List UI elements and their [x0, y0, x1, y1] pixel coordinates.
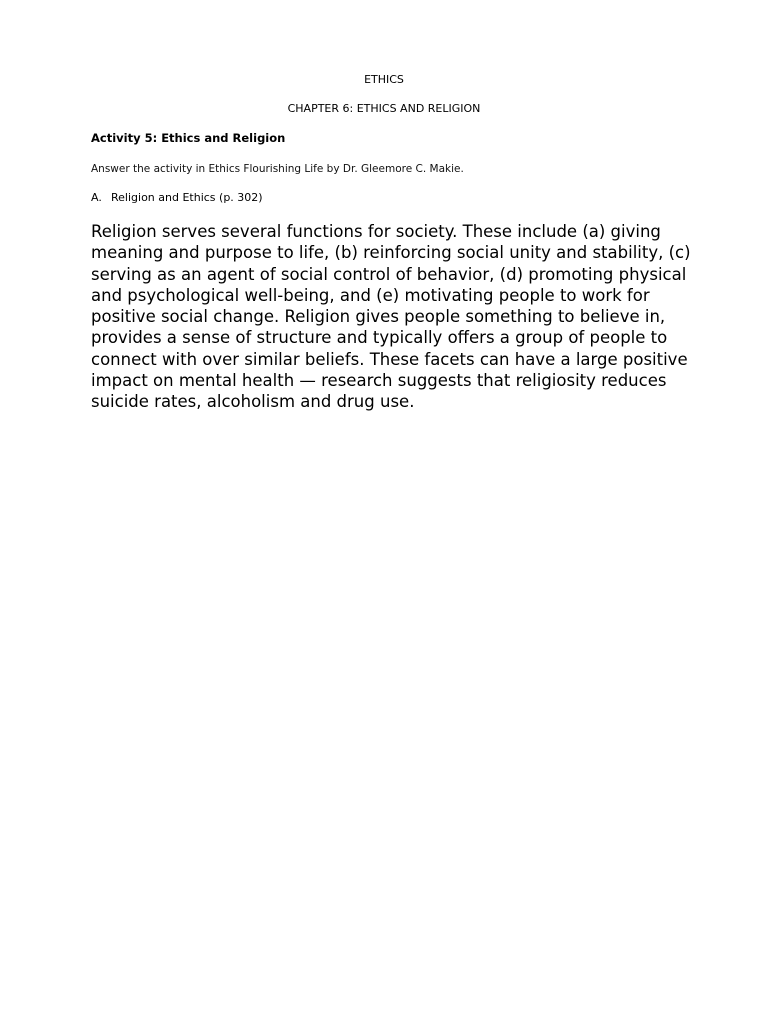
activity-heading: Activity 5: Ethics and Religion: [91, 131, 286, 145]
chapter-title: CHAPTER 6: ETHICS AND RELIGION: [287, 102, 481, 115]
document-title: ETHICS: [364, 73, 404, 86]
section-title: Religion and Ethics (p. 302): [111, 191, 263, 204]
answer-paragraph: Religion serves several functions for society. These include (a) giving meaning and purpose to life, (b) reinforcing social unity and stability, (c) serving as an agent of social control of behavior, (d) promoting physical and psychological well-being, and (e) motivating people to work for positive social change. Religion gives people something to believe in, provides a sense of structure and typically offers a group of people to connect with over similar beliefs. These facets can have a large positive impact on mental health — research suggests that religiosity reduces suicide rates, alcoholism and drug use.: [91, 222, 691, 412]
section-heading: [91, 191, 263, 205]
section-letter: A.: [91, 191, 102, 204]
activity-instruction: Answer the activity in Ethics Flourishing Life by Dr. Gleemore C. Makie.: [91, 163, 464, 175]
